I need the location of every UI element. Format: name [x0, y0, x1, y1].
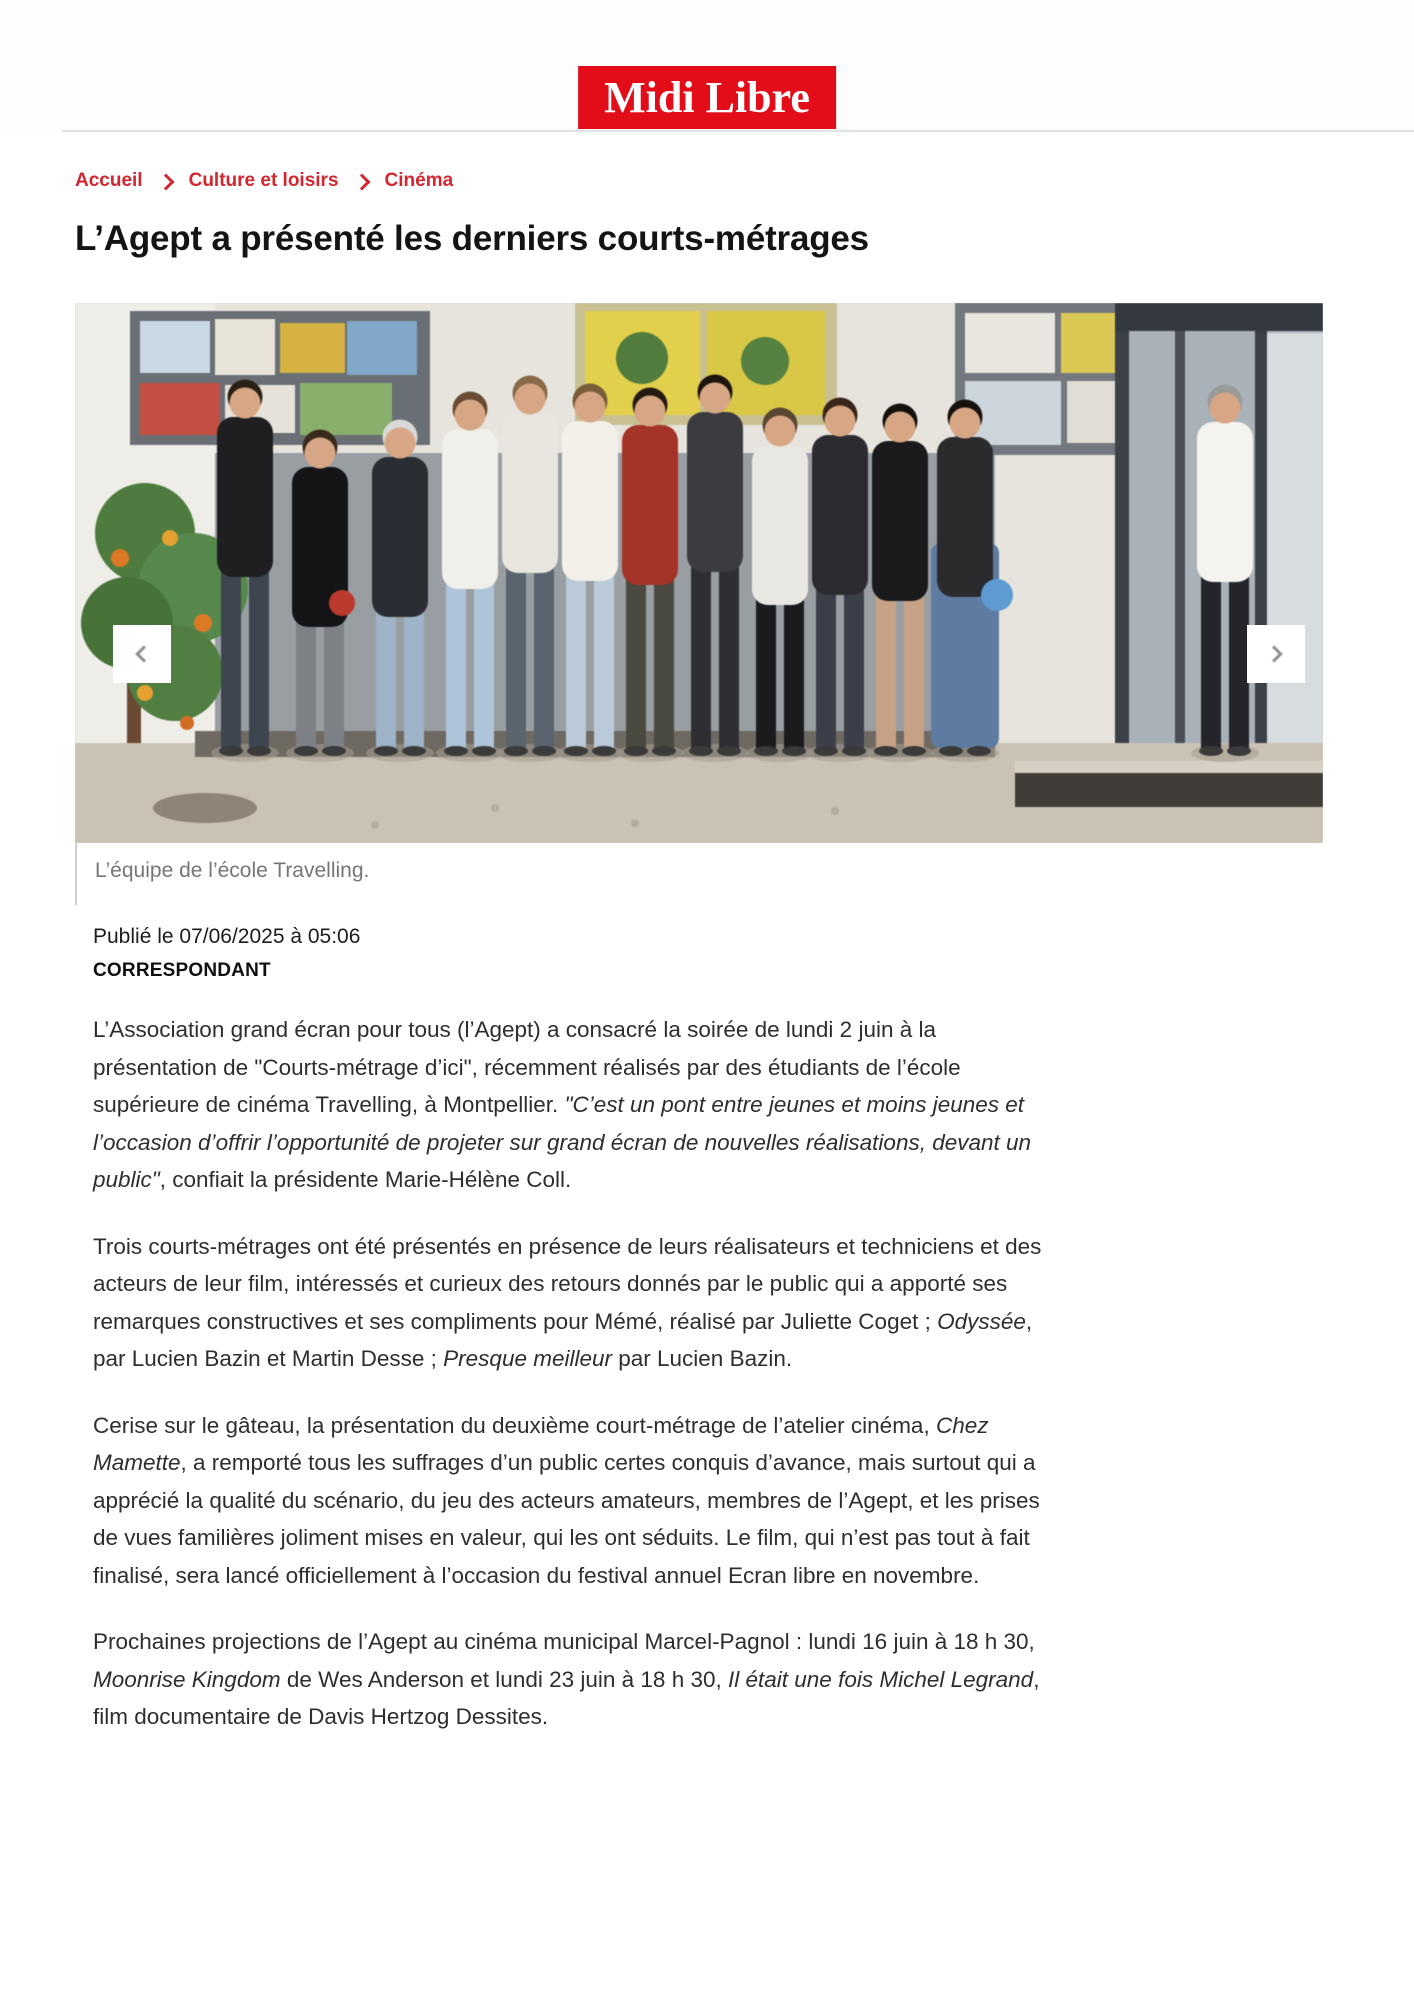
page-title: L’Agept a présenté les derniers courts-métrages — [75, 219, 869, 258]
paragraph: Cerise sur le gâteau, la présentation du deuxième court-métrage de l’atelier cinéma, Chez Mamette, a remporté tous les suffrages d’un public certes conquis d’avance, mais surtout qui a apprécié la qualité du scénario, du jeu des acteurs amateurs, membres de l’Agept, et les prises de vues familières joliment mises en valeur, qui les ont séduits. Le film, qui n’est pas tout à fait finalisé, sera lancé officiellement à l’occasion du festival annuel Ecran libre en novembre. — [93, 1412, 1040, 1588]
paragraph: Prochaines projections de l’Agept au cinéma municipal Marcel-Pagnol : lundi 16 juin à 18 h 30, Moonrise Kingdom de Wes Anderson et lundi 23 juin à 18 h 30, Il était une fois Michel Legrand, film documentaire de Davis Hertzog Dessites. — [93, 1629, 1040, 1729]
chevron-right-icon — [157, 173, 174, 190]
chevron-right-icon — [353, 173, 370, 190]
chevron-right-icon — [1262, 640, 1290, 668]
site-header — [0, 0, 1414, 130]
paragraph: Trois courts-métrages ont été présentés en présence de leurs réalisateurs et techniciens et des acteurs de leur film, intéressés et curieux des retours donnés par le public qui a apporté ses remarques constructives et ses compliments pour Mémé, réalisé par Juliette Coget ; Odyssée, par Lucien Bazin et Martin Desse ; Presque meilleur par Lucien Bazin. — [93, 1233, 1042, 1371]
article-page — [0, 170, 1414, 1736]
chevron-left-icon — [128, 640, 156, 668]
breadcrumb-item-cinema[interactable]: Cinéma — [384, 170, 454, 191]
midi-libre-logo[interactable]: Midi Libre — [578, 66, 836, 129]
breadcrumb — [75, 170, 1414, 192]
carousel-prev-button[interactable] — [113, 625, 171, 683]
figure-caption-box — [75, 843, 1323, 905]
carousel-next-button[interactable] — [1247, 625, 1305, 683]
published-date: Publié le 07/06/2025 à 05:06 — [93, 925, 361, 948]
breadcrumb-item-accueil[interactable]: Accueil — [75, 170, 143, 191]
article-figure — [75, 303, 1323, 905]
breadcrumb-item-culture-et-loisirs[interactable]: Culture et loisirs — [188, 170, 339, 191]
figure-caption: L’équipe de l’école Travelling. — [95, 859, 370, 882]
article-photo-illustration — [75, 303, 1323, 843]
article-photo — [75, 303, 1323, 843]
paragraph: L’Association grand écran pour tous (l’Agept) a consacré la soirée de lundi 2 juin à la présentation de "Courts-métrage d’ici", récemment réalisés par des étudiants de l’école supérieure de cinéma Travelling, à Montpellier. "C’est un pont entre jeunes et moins jeunes et l’occasion d’offrir l’opportunité de projeter sur grand écran de nouvelles réalisations, devant un public", confiait la présidente Marie-Hélène Coll. — [93, 1017, 1032, 1192]
article-body — [75, 1011, 1051, 1736]
correspondent-label: CORRESPONDANT — [93, 960, 271, 981]
header-divider — [62, 130, 1414, 132]
